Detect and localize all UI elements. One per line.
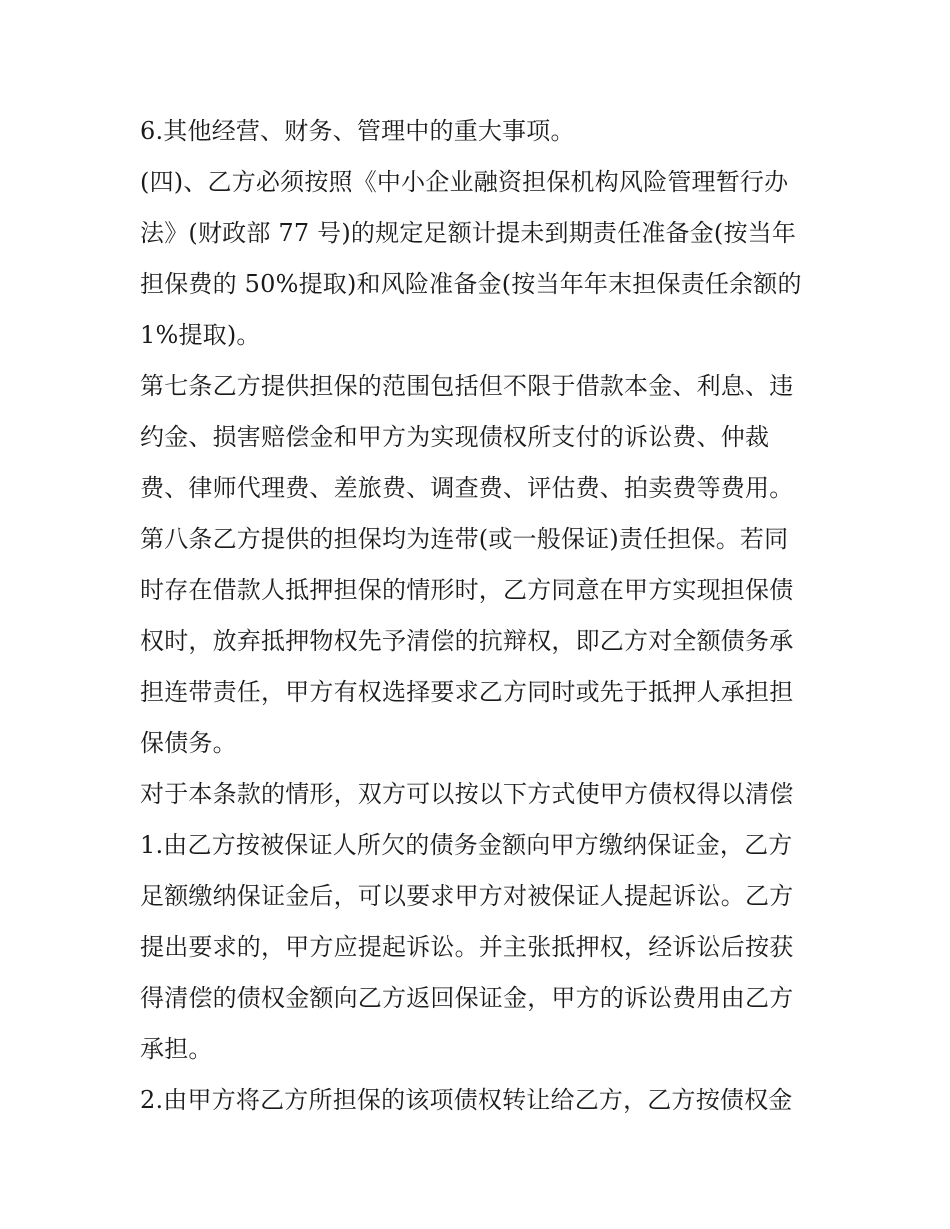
text-line: 6.其他经营、财务、管理中的重大事项。 — [140, 117, 575, 145]
document-body — [140, 106, 820, 1126]
text-line: 法》(财政部 77 号)的规定足额计提未到期责任准备金(按当年 — [140, 219, 797, 247]
text-line: 第八条乙方提供的担保均为连带(或一般保证)责任担保。若同 — [140, 525, 789, 553]
text-line: 对于本条款的情形，双方可以按以下方式使甲方债权得以清偿 — [140, 780, 794, 808]
text-line: 约金、损害赔偿金和甲方为实现债权所支付的诉讼费、仲裁 — [140, 423, 770, 451]
text-line: (四)、乙方必须按照《中小企业融资担保机构风险管理暂行办 — [140, 168, 789, 196]
text-line: 1%提取)。 — [140, 321, 261, 349]
text-line: 时存在借款人抵押担保的情形时，乙方同意在甲方实现担保债 — [140, 576, 794, 604]
text-line: 提出要求的，甲方应提起诉讼。并主张抵押权，经诉讼后按获 — [140, 933, 794, 961]
text-line: 权时，放弃抵押物权先予清偿的抗辩权，即乙方对全额债务承 — [140, 627, 794, 655]
text-line: 2.由甲方将乙方所担保的该项债权转让给乙方，乙方按债权金 — [140, 1086, 793, 1114]
text-line: 承担。 — [140, 1035, 213, 1063]
text-line: 费、律师代理费、差旅费、调查费、评估费、拍卖费等费用。 — [140, 474, 794, 502]
text-line: 第七条乙方提供担保的范围包括但不限于借款本金、利息、违 — [140, 372, 794, 400]
text-line: 1.由乙方按被保证人所欠的债务金额向甲方缴纳保证金，乙方 — [140, 831, 793, 859]
text-line: 担连带责任，甲方有权选择要求乙方同时或先于抵押人承担担 — [140, 678, 794, 706]
text-line: 得清偿的债权金额向乙方返回保证金，甲方的诉讼费用由乙方 — [140, 984, 794, 1012]
text-line: 足额缴纳保证金后，可以要求甲方对被保证人提起诉讼。乙方 — [140, 882, 794, 910]
text-line: 担保费的 50%提取)和风险准备金(按当年年末担保责任余额的 — [140, 270, 802, 298]
text-line: 保债务。 — [140, 729, 237, 757]
